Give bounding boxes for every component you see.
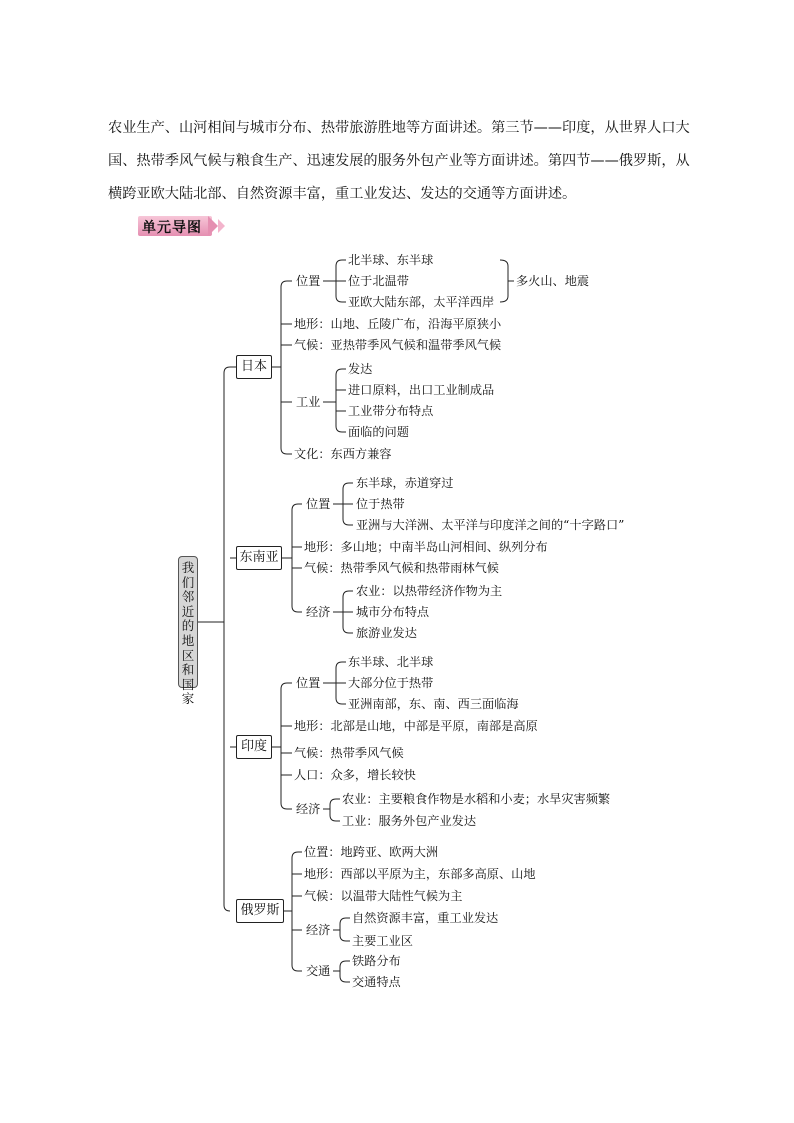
intro-line: 国、热带季风气候与粮食生产、迅速发展的服务外包产业等方面讲述。第四节——俄罗斯，从 (108, 153, 690, 169)
russia-economy-item: 主要工业区 (352, 934, 413, 948)
japan-industry-item: 进口原料，出口工业制成品 (348, 383, 495, 397)
russia-climate: 气候：以温带大陆性气候为主 (304, 889, 463, 903)
japan-position-label: 位置 (296, 274, 321, 288)
russia-transport-item: 铁路分布 (352, 954, 401, 968)
india-position-item: 大部分位于热带 (348, 676, 434, 690)
russia-economy-label: 经济 (306, 923, 331, 937)
india-economy-item: 农业：主要粮食作物是水稻和小麦；水旱灾害频繁 (342, 792, 611, 806)
india-position-label: 位置 (296, 676, 321, 690)
country-box-southeast-asia: 东南亚 (236, 546, 282, 570)
russia-position: 位置：地跨亚、欧两大洲 (304, 845, 439, 859)
intro-line: 农业生产、山河相间与城市分布、热带旅游胜地等方面讲述。第三节——印度，从世界人口大 (108, 120, 690, 136)
japan-terrain: 地形：山地、丘陵广布，沿海平原狭小 (294, 317, 502, 331)
japan-position-item: 北半球、东半球 (348, 253, 434, 267)
country-box-india: 印度 (236, 735, 272, 759)
india-economy-label: 经济 (296, 802, 321, 816)
japan-industry-item: 发达 (348, 362, 373, 376)
india-climate: 气候：热带季风气候 (294, 746, 404, 760)
sea-position-item: 东半球，赤道穿过 (356, 476, 454, 490)
sea-position-item: 位于热带 (356, 497, 405, 511)
sea-position-label: 位置 (306, 497, 331, 511)
sea-position-item: 亚洲与大洋洲、太平洋与印度洋之间的“十字路口” (356, 518, 625, 532)
sea-economy-item: 旅游业发达 (356, 626, 417, 640)
russia-terrain: 地形：西部以平原为主，东部多高原、山地 (304, 867, 536, 881)
mindmap-root: 我 们 邻 近 的 地 区 和 国 家 (178, 556, 198, 688)
japan-climate: 气候：亚热带季风气候和温带季风气候 (294, 338, 502, 352)
india-position-item: 东半球、北半球 (348, 655, 434, 669)
india-position-item: 亚洲南部，东、南、西三面临海 (348, 697, 519, 711)
india-terrain: 地形：北部是山地，中部是平原，南部是高原 (294, 719, 538, 733)
russia-economy-item: 自然资源丰富，重工业发达 (352, 911, 499, 925)
sea-terrain: 地形：多山地；中南半岛山河相间、纵列分布 (304, 540, 548, 554)
country-box-russia: 俄罗斯 (236, 899, 284, 923)
japan-culture: 文化：东西方兼容 (294, 447, 392, 461)
sea-economy-item: 农业：以热带经济作物为主 (356, 584, 503, 598)
russia-transport-item: 交通特点 (352, 975, 401, 989)
intro-line: 横跨亚欧大陆北部、自然资源丰富，重工业发达、发达的交通等方面讲述。 (108, 186, 577, 202)
japan-industry-label: 工业 (296, 395, 321, 409)
russia-transport-label: 交通 (306, 964, 331, 978)
section-label-text: 单元导图 (142, 220, 202, 236)
sea-economy-item: 城市分布特点 (356, 605, 430, 619)
japan-industry-item: 工业带分布特点 (348, 404, 434, 418)
sea-economy-label: 经济 (306, 605, 331, 619)
sea-climate: 气候：热带季风气候和热带雨林气候 (304, 561, 499, 575)
india-economy-item: 工业：服务外包产业发达 (342, 814, 477, 828)
japan-position-result: 多火山、地震 (516, 274, 590, 288)
japan-industry-item: 面临的问题 (348, 425, 409, 439)
india-population: 人口：众多，增长较快 (294, 768, 416, 782)
country-box-japan: 日本 (236, 355, 272, 379)
japan-position-item: 位于北温带 (348, 274, 409, 288)
japan-position-item: 亚欧大陆东部，太平洋西岸 (348, 295, 495, 309)
